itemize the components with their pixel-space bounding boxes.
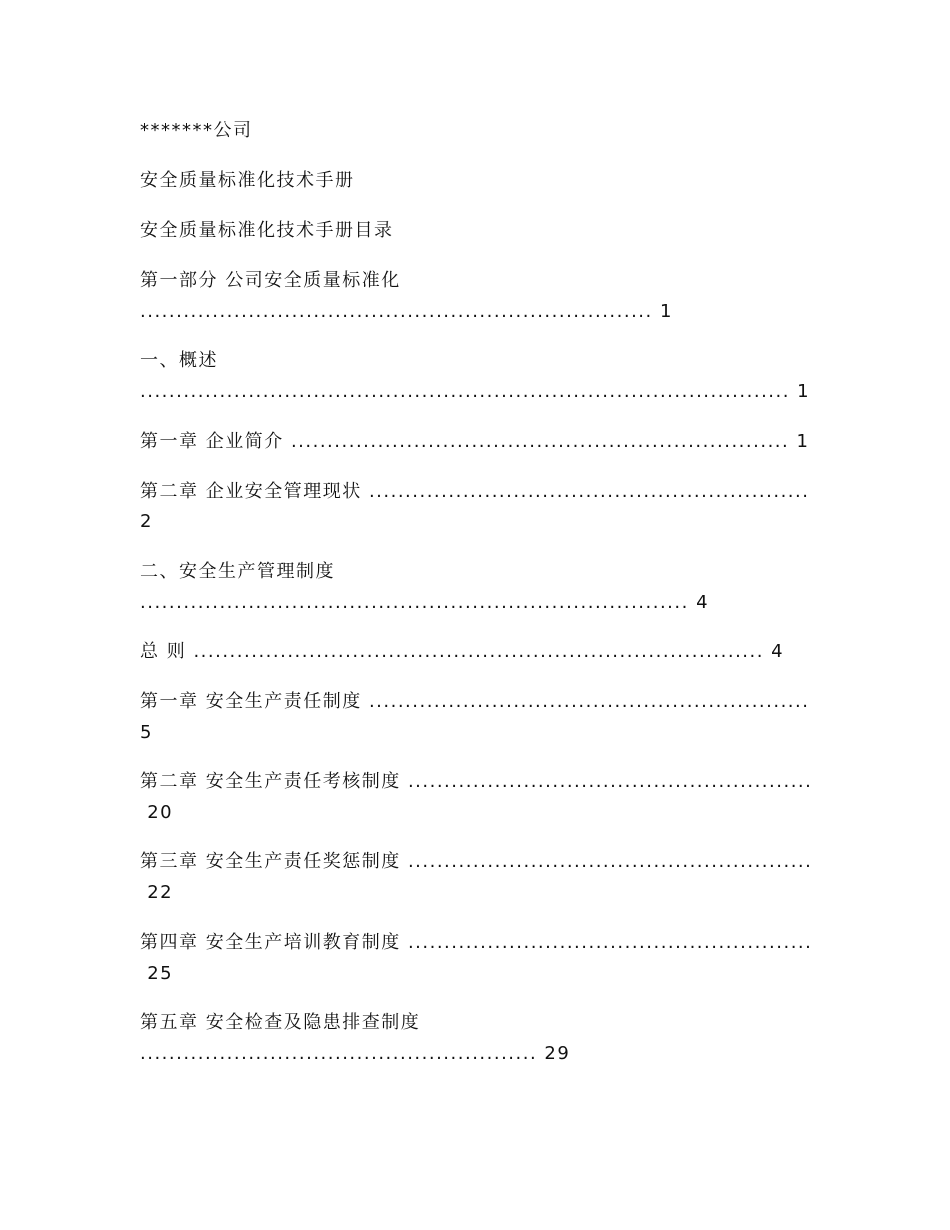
toc-entry-ch1-responsibility-page[interactable]: 5 <box>140 722 153 743</box>
toc-entry-ch2-status[interactable]: 第二章 企业安全管理现状 ............................................................. <box>140 481 810 502</box>
toc-entry-ch4-training[interactable]: 第四章 安全生产培训教育制度 ........................................................ <box>140 932 813 953</box>
toc-entry-management-system[interactable]: 二、安全生产管理制度 <box>140 561 335 582</box>
document-title: 安全质量标准化技术手册 <box>140 170 355 191</box>
toc-entry-ch3-rewards-page[interactable]: 22 <box>140 882 174 903</box>
toc-entry-ch5-inspection[interactable]: 第五章 安全检查及隐患排查制度 <box>140 1012 421 1033</box>
toc-title: 安全质量标准化技术手册目录 <box>140 220 394 241</box>
toc-entry-ch1-responsibility[interactable]: 第一章 安全生产责任制度 ............................................................. <box>140 691 810 712</box>
toc-entry-ch2-assessment[interactable]: 第二章 安全生产责任考核制度 ........................................................ <box>140 771 813 792</box>
toc-entry-general[interactable]: 总 则 ............................................................................... 4 <box>140 641 785 662</box>
toc-entry-ch3-rewards[interactable]: 第三章 安全生产责任奖惩制度 ........................................................ <box>140 851 813 872</box>
company-name: *******公司 <box>140 120 253 141</box>
toc-entry-overview[interactable]: 一、概述 <box>140 350 218 371</box>
toc-entry-part1-page[interactable]: ....................................................................... 1 <box>140 301 673 322</box>
toc-entry-ch2-assessment-page[interactable]: 20 <box>140 802 174 823</box>
toc-entry-ch1-profile[interactable]: 第一章 企业简介 ..................................................................... 1 <box>140 431 810 452</box>
toc-entry-ch2-status-page[interactable]: 2 <box>140 511 153 532</box>
toc-entry-ch4-training-page[interactable]: 25 <box>140 963 174 984</box>
toc-entry-management-system-page[interactable]: ............................................................................ 4 <box>140 592 710 613</box>
toc-entry-part1[interactable]: 第一部分 公司安全质量标准化 <box>140 270 401 291</box>
toc-entry-overview-page[interactable]: .......................................................................................... 1 <box>140 381 811 402</box>
toc-entry-ch5-inspection-page[interactable]: ....................................................... 29 <box>140 1043 571 1064</box>
